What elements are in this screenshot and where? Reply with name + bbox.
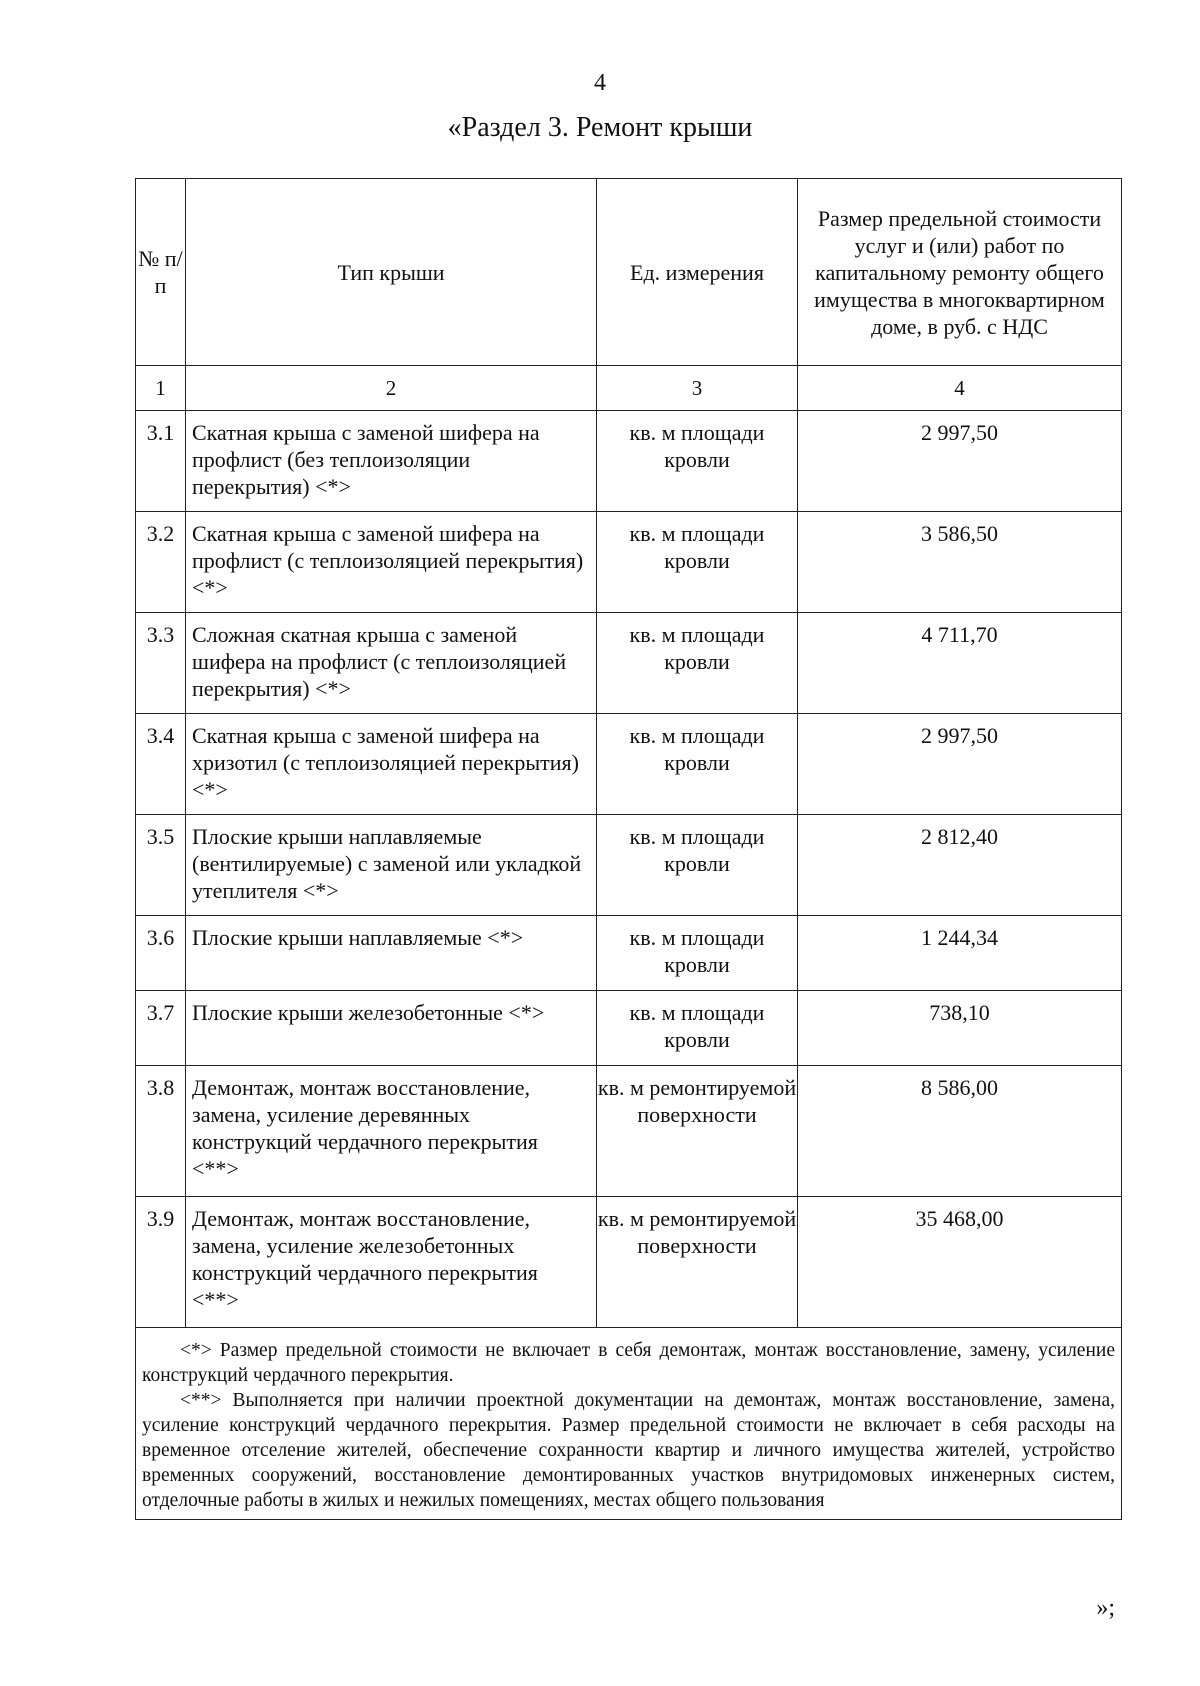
- column-number: 4: [798, 366, 1122, 411]
- unit: кв. м площади кровли: [597, 714, 798, 815]
- price: 738,10: [798, 991, 1122, 1066]
- roof-repair-table: [135, 178, 1122, 1520]
- roof-type: Скатная крыша с заменой шифера на профлист (с теплоизоляцией перекрытия) <*>: [186, 512, 597, 613]
- column-number: 1: [136, 366, 186, 411]
- column-number-row: [136, 366, 1122, 411]
- table-row: [136, 411, 1122, 512]
- header-num: № п/п: [136, 179, 186, 366]
- unit: кв. м ремонтируемой поверхности: [597, 1197, 798, 1328]
- header-unit: Ед. измерения: [597, 179, 798, 366]
- table-row: [136, 991, 1122, 1066]
- section-title: «Раздел 3. Ремонт крыши: [447, 112, 753, 143]
- unit: кв. м ремонтируемой поверхности: [597, 1066, 798, 1197]
- unit: кв. м площади кровли: [597, 512, 798, 613]
- row-number: 3.7: [136, 991, 186, 1066]
- closing-quote: »;: [1096, 1595, 1115, 1621]
- price: 4 711,70: [798, 613, 1122, 714]
- row-number: 3.1: [136, 411, 186, 512]
- footnotes: [136, 1328, 1122, 1520]
- header-price: Размер предельной стоимости услуг и (или) работ по капитальному ремонту общего имущества в многоквартирном доме, в руб. с НДС: [798, 179, 1122, 366]
- roof-type: Демонтаж, монтаж восстановление, замена, усиление деревянных конструкций чердачного перекрытия <**>: [186, 1066, 597, 1197]
- roof-type: Скатная крыша с заменой шифера на хризотил (с теплоизоляцией перекрытия) <*>: [186, 714, 597, 815]
- table-row: [136, 1066, 1122, 1197]
- row-number: 3.6: [136, 916, 186, 991]
- table-row: [136, 1197, 1122, 1328]
- notes-row: [136, 1328, 1122, 1520]
- row-number: 3.4: [136, 714, 186, 815]
- price: 35 468,00: [798, 1197, 1122, 1328]
- row-number: 3.5: [136, 815, 186, 916]
- column-number: 3: [597, 366, 798, 411]
- table-row: [136, 916, 1122, 991]
- roof-type: Скатная крыша с заменой шифера на профлист (без теплоизоляции перекрытия) <*>: [186, 411, 597, 512]
- price: 8 586,00: [798, 1066, 1122, 1197]
- table-row: [136, 512, 1122, 613]
- table-row: [136, 815, 1122, 916]
- roof-type: Сложная скатная крыша с заменой шифера на профлист (с теплоизоляцией перекрытия) <*>: [186, 613, 597, 714]
- unit: кв. м площади кровли: [597, 916, 798, 991]
- row-number: 3.9: [136, 1197, 186, 1328]
- page-number: 4: [594, 70, 606, 96]
- header-type: Тип крыши: [186, 179, 597, 366]
- price: 3 586,50: [798, 512, 1122, 613]
- price: 1 244,34: [798, 916, 1122, 991]
- roof-type: Плоские крыши наплавляемые (вентилируемые) с заменой или укладкой утеплителя <*>: [186, 815, 597, 916]
- roof-type: Плоские крыши наплавляемые <*>: [186, 916, 597, 991]
- column-number: 2: [186, 366, 597, 411]
- unit: кв. м площади кровли: [597, 991, 798, 1066]
- row-number: 3.8: [136, 1066, 186, 1197]
- unit: кв. м площади кровли: [597, 613, 798, 714]
- footnote-double-star: <**> Выполняется при наличии проектной документации на демонтаж, монтаж восстановление, замена, усиление конструкций чердачного перекрытия. Размер предельной стоимости не включает в себя расходы на временное отселение жителей, обеспечение сохранности квартир и личного имущества жителей, устройство временных сооружений, восстановление демонтированных участков внутридомовых инженерных систем, отделочные работы в жилых и нежилых помещениях, местах общего пользования: [142, 1390, 1115, 1511]
- price: 2 997,50: [798, 714, 1122, 815]
- unit: кв. м площади кровли: [597, 815, 798, 916]
- price: 2 997,50: [798, 411, 1122, 512]
- price: 2 812,40: [798, 815, 1122, 916]
- roof-type: Демонтаж, монтаж восстановление, замена, усиление железобетонных конструкций чердачного перекрытия <**>: [186, 1197, 597, 1328]
- row-number: 3.2: [136, 512, 186, 613]
- footnote-single-star: <*> Размер предельной стоимости не включает в себя демонтаж, монтаж восстановление, замену, усиление конструкций чердачного перекрытия.: [142, 1340, 1115, 1386]
- roof-type: Плоские крыши железобетонные <*>: [186, 991, 597, 1066]
- table-header-row: [136, 179, 1122, 366]
- unit: кв. м площади кровли: [597, 411, 798, 512]
- table-row: [136, 714, 1122, 815]
- table-row: [136, 613, 1122, 714]
- row-number: 3.3: [136, 613, 186, 714]
